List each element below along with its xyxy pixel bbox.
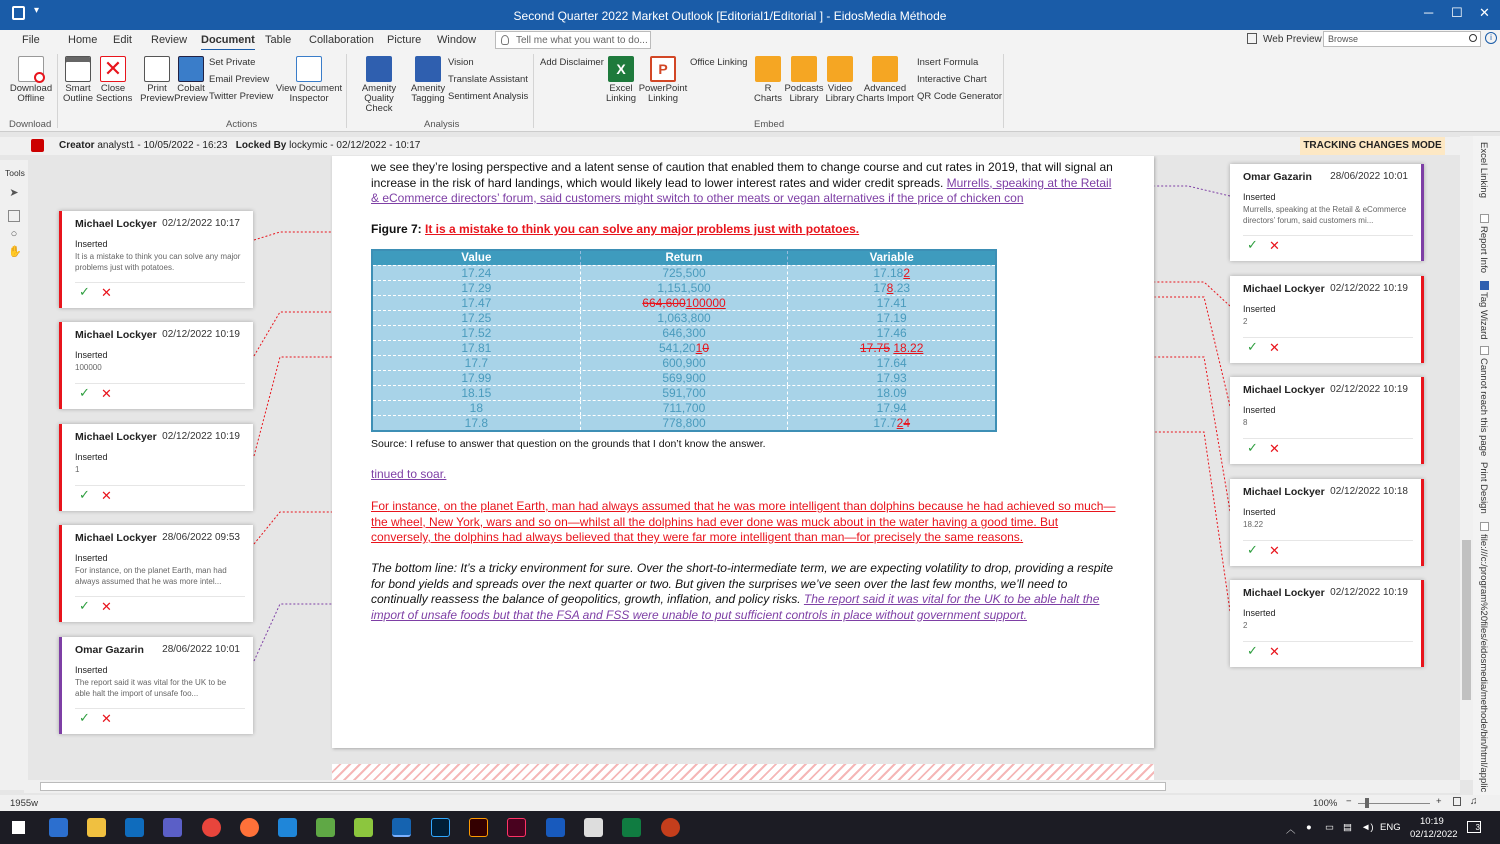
table-source[interactable]: Source: I refuse to answer that question on the grounds that I don’t know the answer. — [371, 438, 766, 450]
methode-icon[interactable] — [392, 818, 411, 837]
hand-tool-icon[interactable]: ✋ — [8, 246, 22, 258]
tag-wizard-icon — [1480, 281, 1489, 290]
report-info-icon — [1480, 214, 1489, 223]
group-download: Download — [9, 119, 52, 130]
minimize-button[interactable]: ─ — [1424, 5, 1434, 20]
document-offline-icon — [18, 56, 44, 82]
twitter-preview-button[interactable]: Twitter Preview — [209, 91, 274, 102]
quality-check-icon — [366, 56, 392, 82]
notifications-icon[interactable]: 3 — [1467, 821, 1481, 833]
table-row[interactable]: 17.52 646,300 17.46 — [373, 325, 995, 340]
gis-app-icon[interactable] — [354, 818, 373, 837]
inspector-icon — [296, 56, 322, 82]
powerpoint-taskbar-icon[interactable] — [661, 818, 680, 837]
accept-icon[interactable]: ✓ — [1247, 643, 1258, 658]
reject-icon[interactable]: ✕ — [1269, 543, 1280, 558]
clock-date[interactable]: 02/12/2022 — [1410, 829, 1458, 840]
ribbon — [0, 50, 1500, 132]
amenity-tagging-button[interactable]: Amenity Tagging — [408, 56, 448, 104]
download-offline-button[interactable]: Download Offline — [8, 56, 54, 104]
volume-icon[interactable]: ◄) — [1361, 822, 1374, 833]
web-preview-button[interactable]: Web Preview — [1247, 33, 1322, 45]
tab-report-info[interactable]: Report Info — [1478, 226, 1489, 273]
vision-button[interactable]: Vision — [448, 57, 474, 68]
zoom-tool-icon[interactable]: ○ — [10, 228, 18, 240]
reject-icon[interactable]: ✕ — [101, 488, 112, 503]
clock-time[interactable]: 10:19 — [1420, 816, 1444, 827]
reject-icon[interactable]: ✕ — [1269, 340, 1280, 355]
table-row[interactable]: 18.15 591,700 18.09 — [373, 385, 995, 400]
comment-card[interactable]: Michael Lockyer 02/12/2022 10:19 Inserted 8 ✓ ✕ — [1230, 377, 1424, 464]
comment-card[interactable]: Michael Lockyer 02/12/2022 10:19 Inserted 1 ✓ ✕ — [59, 424, 253, 511]
table-row[interactable]: 17.25 1,063,800 17.19 — [373, 310, 995, 325]
tray-chevron-icon[interactable]: ︿ — [1286, 825, 1296, 836]
tell-me-search[interactable]: Tell me what you want to do... — [495, 31, 651, 49]
accept-icon[interactable]: ✓ — [1247, 339, 1258, 354]
table-row[interactable]: 17.8 778,800 17.724 — [373, 415, 995, 430]
accept-icon[interactable]: ✓ — [1247, 440, 1258, 455]
lightbulb-icon — [501, 35, 509, 45]
reject-icon[interactable]: ✕ — [1269, 238, 1280, 253]
reject-icon[interactable]: ✕ — [101, 711, 112, 726]
tracking-changes-badge: TRACKING CHANGES MODE — [1300, 137, 1445, 155]
excel-linking-button[interactable]: X Excel Linking — [604, 56, 638, 104]
accept-icon[interactable]: ✓ — [1247, 542, 1258, 557]
spreadsheet-app-icon[interactable] — [316, 818, 335, 837]
paragraph-bottom-line[interactable]: The bottom line: It’s a tricky environment for sure. Over the short-to-intermediate term, we are expecting volatility to drop, providing a respite for bond yields and spreads over the next quarter or two. But given the surprises we’ve seen over the last few months, we’ll need to continually reassess the balance of geopolitics, growth, inflation, and policy risks. The report said it was vital for the UK to be able halt the import of unsafe foods but that the FSA and FSS were unable to put sufficient controls in place without government support. — [371, 561, 1114, 622]
fit-page-icon[interactable] — [1453, 797, 1461, 806]
close-button[interactable]: ✕ — [1479, 5, 1490, 20]
file-icon — [1480, 522, 1489, 531]
video-library-button[interactable]: Video Library — [824, 56, 856, 104]
r-charts-button[interactable]: R Charts — [753, 56, 783, 104]
vertical-scrollbar[interactable] — [1460, 136, 1473, 780]
smart-outline-button[interactable]: Smart Outline — [61, 56, 95, 104]
comment-card[interactable]: Michael Lockyer 28/06/2022 09:53 Inserted For instance, on the planet Earth, man had always assumed that he was more intel... ✓ ✕ — [59, 525, 253, 622]
tagging-icon — [415, 56, 441, 82]
teams-icon[interactable] — [163, 818, 182, 837]
reject-icon[interactable]: ✕ — [101, 599, 112, 614]
file-explorer-icon[interactable] — [87, 818, 106, 837]
tab-cannot-reach-page[interactable]: Cannot reach this page — [1478, 358, 1489, 457]
photoshop-icon[interactable] — [431, 818, 450, 837]
amenity-quality-check-button[interactable]: Amenity Quality Check — [350, 56, 408, 114]
table-row[interactable]: 17.29 1,151,500 178.23 — [373, 280, 995, 295]
tools-panel: Tools ➤ ○ ✋ — [0, 160, 28, 790]
document-page[interactable] — [332, 156, 1154, 748]
horizontal-scrollbar[interactable] — [24, 780, 1460, 793]
view-document-inspector-button[interactable]: View Document Inspector — [275, 56, 343, 104]
menu-window[interactable]: Window — [437, 34, 477, 46]
word-count: 1955w — [10, 798, 38, 809]
network-icon[interactable]: ▤ — [1343, 822, 1352, 833]
menu-table[interactable]: Table — [265, 34, 292, 46]
cobalt-icon — [178, 56, 204, 82]
powerpoint-linking-button[interactable]: P PowerPoint Linking — [638, 56, 688, 104]
battery-icon[interactable]: ▭ — [1325, 822, 1334, 833]
comment-card[interactable]: Michael Lockyer 02/12/2022 10:19 Inserted 100000 ✓ ✕ — [59, 322, 253, 409]
indesign-icon[interactable] — [507, 818, 526, 837]
comment-card[interactable]: Omar Gazarin 28/06/2022 10:01 Inserted Murrells, speaking at the Retail & eCommerce directors’ forum, said customers mi... ✓ ✕ — [1230, 164, 1424, 261]
outline-icon — [65, 56, 91, 82]
status-bar — [0, 795, 1500, 811]
scrollbar-thumb[interactable] — [40, 782, 1166, 791]
table-row[interactable]: 17.99 569,900 17.93 — [373, 370, 995, 385]
zoom-in-icon[interactable]: + — [1436, 796, 1442, 807]
chrome-icon[interactable] — [202, 818, 221, 837]
menu-edit[interactable]: Edit — [113, 34, 132, 46]
menu-home[interactable]: Home — [68, 34, 98, 46]
interactive-chart-button[interactable]: Interactive Chart — [917, 74, 987, 85]
web-preview-icon — [1247, 33, 1257, 44]
podcasts-library-button[interactable]: Podcasts Library — [784, 56, 824, 104]
zoom-level: 100% — [1313, 798, 1338, 809]
accept-icon[interactable]: ✓ — [79, 598, 90, 613]
info-icon[interactable]: i — [1485, 32, 1497, 44]
quick-access-dropdown-icon[interactable]: ▾ — [34, 5, 40, 16]
powerpoint-icon: P — [650, 56, 676, 82]
word-icon[interactable] — [546, 818, 565, 837]
reject-icon[interactable]: ✕ — [101, 386, 112, 401]
accept-icon[interactable]: ✓ — [79, 284, 90, 299]
accept-icon[interactable]: ✓ — [79, 385, 90, 400]
reject-icon[interactable]: ✕ — [101, 285, 112, 300]
paragraph-intro[interactable]: we see they’re losing perspective and a latent sense of caution that enabled them to change course and cut rates in 2019, that will signal an increase in the risk of hard landings, which would likely lead to lower interest rates and wider credit spreads. Murrells, speaking at the Retail & eCommerce directors’ forum, said customers might switch to other meats or vegan alternatives if the price of chicken con — [371, 160, 1113, 205]
sentiment-analysis-button[interactable]: Sentiment Analysis — [448, 91, 529, 102]
comment-card[interactable]: Michael Lockyer 02/12/2022 10:18 Inserted 18.22 ✓ ✕ — [1230, 479, 1424, 566]
accept-icon[interactable]: ✓ — [79, 487, 90, 502]
data-table[interactable] — [371, 249, 997, 432]
zoom-out-icon[interactable]: − — [1346, 796, 1352, 807]
maximize-button[interactable]: ☐ — [1451, 5, 1463, 20]
tray-app-icon[interactable]: ● — [1306, 822, 1312, 833]
charts-import-icon — [872, 56, 898, 82]
browse-input[interactable]: Browse — [1323, 31, 1481, 47]
print-preview-button[interactable]: Print Preview — [140, 56, 174, 104]
accept-icon[interactable]: ✓ — [79, 710, 90, 725]
tab-print-design[interactable]: Print Design — [1478, 462, 1489, 514]
menu-review[interactable]: Review — [151, 34, 188, 46]
excel-taskbar-icon[interactable] — [622, 818, 641, 837]
menu-file[interactable]: File — [22, 34, 40, 46]
comment-card[interactable]: Michael Lockyer 02/12/2022 10:19 Inserted 2 ✓ ✕ — [1230, 276, 1424, 363]
advanced-charts-import-button[interactable]: Advanced Charts Import — [856, 56, 914, 104]
taskbar — [0, 811, 1500, 844]
menu-collaboration[interactable]: Collaboration — [309, 34, 374, 46]
close-sections-button[interactable]: ✕ Close Sections — [96, 56, 133, 104]
language-indicator[interactable]: ENG — [1380, 822, 1401, 833]
menu-picture[interactable]: Picture — [387, 34, 422, 46]
bell-icon[interactable]: ♫ — [1470, 796, 1478, 807]
lock-icon — [31, 139, 44, 152]
add-disclaimer-button[interactable]: Add Disclaimer — [540, 57, 604, 68]
inserted-paragraph-earth[interactable]: For instance, on the planet Earth, man had always assumed that he was more intelligent than dolphins because he had achieved so much—the wheel, New York, wars and so on—whilst all the dolphins had ever done was muck about in the water having a good time. But conversely, the dolphins had always believed that they were far more intelligent than man—for precisely the same reasons. — [371, 499, 1116, 544]
security-app-icon[interactable] — [49, 818, 68, 837]
illustrator-icon[interactable] — [469, 818, 488, 837]
inserted-paragraph[interactable]: tinued to soar. — [371, 467, 447, 481]
excel-icon: X — [608, 56, 634, 82]
office-linking-button[interactable]: Office Linking — [690, 57, 748, 68]
table-row[interactable]: 17.7 600,900 17.64 — [373, 355, 995, 370]
outlook-icon[interactable] — [125, 818, 144, 837]
qr-code-generator-button[interactable]: QR Code Generator — [917, 91, 1003, 102]
document-status-bar: Creator analyst1 - 10/05/2022 - 16:23 Locked By lockymic - 02/12/2022 - 10:17 — [0, 137, 1465, 155]
r-charts-icon — [755, 56, 781, 82]
reject-icon[interactable]: ✕ — [1269, 441, 1280, 456]
group-analysis: Analysis — [424, 119, 460, 130]
email-preview-button[interactable]: Email Preview — [209, 74, 270, 85]
vscode-icon[interactable] — [278, 818, 297, 837]
document-canvas[interactable] — [28, 156, 1460, 780]
comment-card[interactable]: Michael Lockyer 02/12/2022 10:17 Inserted It is a mistake to think you can solve any major problems just with potatoes. ✓ ✕ — [59, 211, 253, 308]
table-header: Value Return Variable — [373, 251, 995, 265]
search-icon[interactable] — [1469, 34, 1477, 42]
podcast-icon — [791, 56, 817, 82]
table-row[interactable]: 17.47 664,600100000 17.41 — [373, 295, 995, 310]
close-sections-icon: ✕ — [100, 56, 126, 82]
video-icon — [827, 56, 853, 82]
comment-card[interactable]: Michael Lockyer 02/12/2022 10:19 Inserted 2 ✓ ✕ — [1230, 580, 1424, 667]
menu-document[interactable]: Document — [201, 34, 255, 51]
zoom-slider-handle[interactable] — [1365, 798, 1369, 808]
inserted-text[interactable]: Murrells, speaking at the Retail & eCommerce directors’ forum, said customers might switch to other meats or vegan alternatives if the price of chicken con — [371, 175, 1112, 205]
pointer-tool-icon[interactable]: ➤ — [9, 187, 19, 199]
print-icon — [144, 56, 170, 82]
translate-assistant-button[interactable]: Translate Assistant — [448, 74, 528, 85]
windows-start-icon[interactable] — [12, 821, 25, 834]
firefox-icon[interactable] — [240, 818, 259, 837]
text-tool-icon[interactable] — [8, 210, 20, 222]
set-private-button[interactable]: Set Private — [209, 57, 256, 68]
title-bar — [0, 0, 1500, 30]
next-page-locked — [332, 764, 1154, 780]
tab-file-path[interactable]: file:///c:/program%20files/eidosmedia/methode/bin/html/applic — [1478, 534, 1489, 792]
group-actions: Actions — [226, 119, 258, 130]
tab-excel-linking[interactable]: Excel Linking — [1478, 142, 1489, 198]
tab-tag-wizard[interactable]: Tag Wizard — [1478, 292, 1489, 340]
cobalt-preview-button[interactable]: Cobalt Preview — [174, 56, 208, 104]
figure-caption[interactable]: Figure 7: It is a mistake to think you can solve any major problems just with potatoes. — [371, 222, 860, 236]
table-row[interactable]: 18 711,700 17.94 — [373, 400, 995, 415]
scrollbar-thumb[interactable] — [1462, 540, 1471, 700]
comment-card[interactable]: Omar Gazarin 28/06/2022 10:01 Inserted The report said it was vital for the UK to be able halt the import of unsafe foo... ✓ ✕ — [59, 637, 253, 734]
accept-icon[interactable]: ✓ — [1247, 237, 1258, 252]
table-row[interactable]: 17.81 541,2010 17.75 18.22 — [373, 340, 995, 355]
reject-icon[interactable]: ✕ — [1269, 644, 1280, 659]
insert-formula-button[interactable]: Insert Formula — [917, 57, 979, 68]
group-embed: Embed — [754, 119, 785, 130]
window-title: Second Quarter 2022 Market Outlook [Editorial1/Editorial ] - EidosMedia Méthode — [513, 9, 947, 23]
table-row[interactable]: 17.24 725,500 17.182 — [373, 265, 995, 280]
notepad-icon[interactable] — [584, 818, 603, 837]
page-icon — [1480, 346, 1489, 355]
